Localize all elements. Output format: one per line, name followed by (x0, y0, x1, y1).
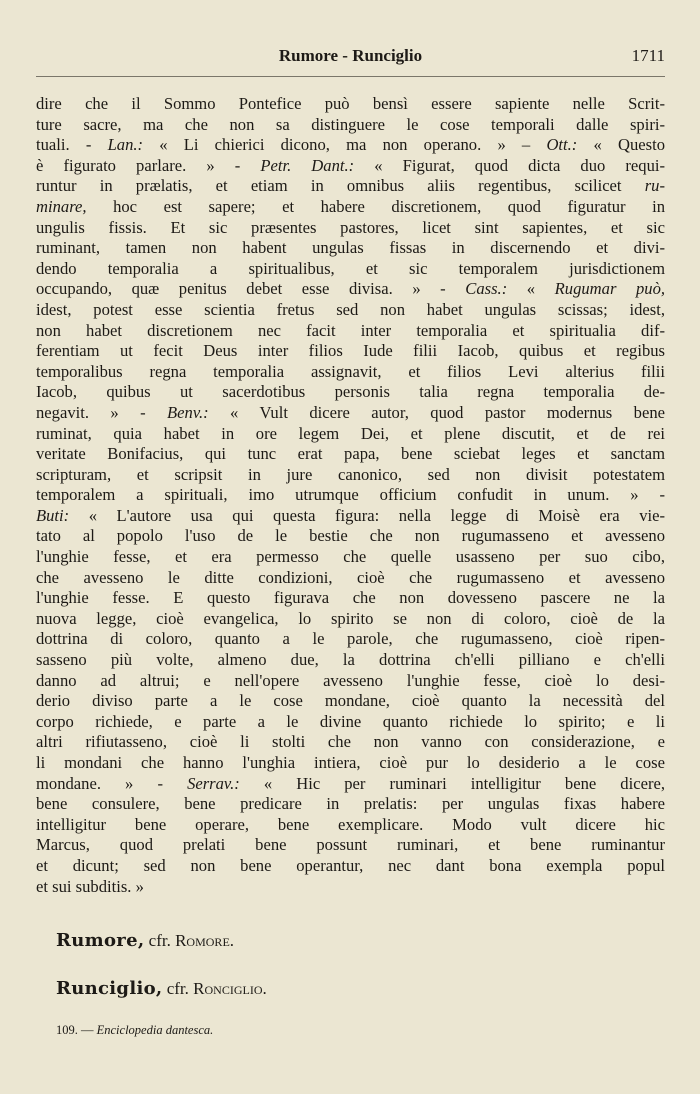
text-segment: l'unghie fesse, et era permesso che quelle usasseno per suo cibo, (36, 547, 665, 567)
italic-citation: minare, (36, 196, 87, 216)
text-line (36, 362, 665, 383)
text-segment: danno ad altrui; e nell'opere avesseno l'unghie fesse, cioè lo desi- (36, 670, 665, 690)
text-line (36, 300, 665, 321)
headword: Runciglio, (56, 978, 163, 999)
cfr-label: cfr. (166, 979, 189, 998)
signature-footer (56, 1022, 213, 1038)
text-line (36, 176, 665, 197)
text-segment: « Li chierici dicono, ma non operano. » – (143, 135, 547, 155)
work-title: Enciclopedia dantesca. (96, 1023, 214, 1037)
text-segment: et sui subditis. » (36, 876, 144, 896)
text-line (36, 877, 665, 898)
text-segment: nuova legge, cioè evangelica, lo spirito se non di coloro, cioè de la (36, 608, 665, 628)
text-segment: tato al popolo l'uso de le bestie che non rugumasseno et avesseno (36, 526, 665, 546)
text-line (36, 650, 665, 671)
text-line (36, 321, 665, 342)
text-segment: dendo temporalia a spiritualibus, et sic temporalem jurisdictionem (36, 258, 665, 278)
text-line (36, 382, 665, 403)
text-line (36, 485, 665, 506)
text-line (36, 547, 665, 568)
text-line (36, 444, 665, 465)
italic-citation: Ott.: (546, 135, 578, 155)
text-line (36, 156, 665, 177)
text-segment: ture sacre, ma che non sa distinguere le cose temporali dalle spiri- (36, 114, 665, 134)
text-segment: « Figurat, quod dicta duo requi- (354, 155, 665, 175)
text-segment: tuali. - (36, 135, 108, 155)
running-title: Rumore - Runciglio (278, 46, 423, 65)
text-segment: « Hic per ruminari intelligitur bene dicere, (239, 773, 665, 793)
text-segment: veritate Bonifacius, qui tunc erat papa, bene sciebat leges et sanctam (36, 444, 665, 464)
text-segment: ferentiam ut fecit Deus inter filios Iude filii Iacob, quibus et regibus (36, 341, 665, 361)
text-segment: idest, potest esse scientia fretus sed non habet ungulas scissas; idest, (36, 299, 665, 319)
text-line (36, 835, 665, 856)
cross-reference: Ronciglio. (193, 979, 267, 998)
text-segment: « (507, 279, 555, 299)
text-segment: Iacob, quibus ut sacerdotibus personis talia regna temporalia de- (36, 382, 665, 402)
italic-citation: Lan.: (107, 135, 144, 155)
text-segment: li mondani che hanno l'unghia intiera, cioè pur lo desiderio a le cose (36, 753, 665, 772)
text-segment: negavit. » - (36, 402, 168, 422)
text-line (36, 609, 665, 630)
text-segment: « Questo (577, 135, 666, 155)
text-segment: intelligitur bene operare, bene exemplicare. Modo vult dicere hic (36, 814, 665, 834)
italic-citation: Cass.: (465, 279, 508, 299)
text-line (36, 629, 665, 650)
text-line (36, 218, 665, 239)
headword: Rumore, (56, 930, 145, 951)
header-rule (36, 76, 665, 77)
text-line (36, 753, 665, 774)
text-segment: è figurato parlare. » - (36, 155, 261, 175)
text-line (36, 238, 665, 259)
text-segment: runtur in prælatis, et etiam in omnibus aliis regentibus, scilicet (36, 176, 645, 196)
cfr-label: cfr. (148, 931, 171, 950)
text-segment: che avesseno le ditte condizioni, cioè che rugumasseno et avesseno (36, 567, 665, 587)
text-segment: temporalem a spirituali, imo utrumque officium confudit in unum. » - (36, 485, 665, 505)
text-line (36, 815, 665, 836)
text-line (36, 115, 665, 136)
text-line (36, 568, 665, 589)
text-segment: et dicunt; sed non bene operantur, nec dant bona exempla popul (36, 855, 665, 875)
text-line (36, 424, 665, 445)
text-segment: derio diviso parte a le cose mondane, cioè quanto la necessità del (36, 691, 665, 711)
text-line (36, 588, 665, 609)
text-segment: ruminat, quia habet in ore legem Dei, et plene discutit, et de rei (36, 423, 665, 443)
text-line (36, 403, 665, 424)
text-segment: dire che il Sommo Pontefice può bensì essere sapiente nelle Scrit- (36, 94, 665, 113)
text-segment: « L'autore usa qui questa figura: nella legge di Moisè era vie- (69, 505, 665, 525)
text-segment: hoc est sapere; et habere discretionem, quod figuratur in (86, 196, 665, 216)
italic-citation: Rugumar può, (554, 279, 666, 299)
italic-citation: Benv.: (167, 402, 209, 422)
text-line (36, 94, 665, 115)
entry-rumore (56, 930, 234, 952)
text-line (36, 774, 665, 795)
text-line (36, 794, 665, 815)
signature-number: 109. — (56, 1023, 94, 1037)
text-segment: corpo richiede, e parte a le divine quanto richiede lo spirito; e li (36, 711, 665, 731)
text-line (36, 526, 665, 547)
text-line (36, 135, 665, 156)
text-line (36, 465, 665, 486)
text-segment: temporalibus regna temporalia assignavit, et filios Levi alterius filii (36, 361, 665, 381)
page-number: 1711 (631, 46, 665, 65)
text-line (36, 712, 665, 733)
text-segment: « Vult dicere autor, quod pastor modernus bene (208, 402, 665, 422)
text-line (36, 671, 665, 692)
text-segment: ruminant, tamen non habent ungulas fissas in discernendo et divi- (36, 238, 665, 258)
text-segment: ungulis fissis. Et sic præsentes pastores, licet sint sapientes, et sic (36, 217, 665, 237)
text-line (36, 732, 665, 753)
body-text (36, 94, 665, 897)
text-segment: non habet discretionem nec facit inter temporalia et spiritualia dif- (36, 320, 665, 340)
text-line (36, 279, 665, 300)
text-segment: dottrina di coloro, quanto a le parole, che rugumasseno, cioè ripen- (36, 629, 665, 649)
text-segment: occupando, quæ penitus debet esse divisa. » - (36, 279, 466, 299)
text-segment: sasseno più volte, almeno due, la dottrina ch'elli pilliano e ch'elli (36, 650, 665, 670)
italic-citation: Petr. Dant.: (260, 155, 355, 175)
entry-runciglio (56, 978, 267, 1000)
text-segment: Marcus, quod prelati bene possunt ruminari, et bene ruminantur (36, 835, 665, 855)
italic-citation: ru- (644, 176, 665, 196)
italic-citation: Buti: (36, 505, 70, 525)
text-line (36, 197, 665, 218)
text-segment: bene consulere, bene predicare in prelatis: per ungulas fixas habere (36, 794, 665, 814)
text-line (36, 259, 665, 280)
running-header (36, 46, 665, 70)
text-line (36, 341, 665, 362)
text-segment: scripturam, et scripsit in jure canonico, sed non divisit potestatem (36, 464, 665, 484)
text-line (36, 506, 665, 527)
text-segment: altri rifiutasseno, cioè li stolti che non vanno con considerazione, e (36, 732, 665, 752)
text-segment: mondane. » - (36, 773, 188, 793)
text-line (36, 856, 665, 877)
text-line (36, 691, 665, 712)
text-segment: l'unghie fesse. E questo figurava che non dovesseno pascere ne la (36, 588, 665, 608)
italic-citation: Serrav.: (187, 773, 240, 793)
cross-reference: Romore. (175, 931, 235, 950)
